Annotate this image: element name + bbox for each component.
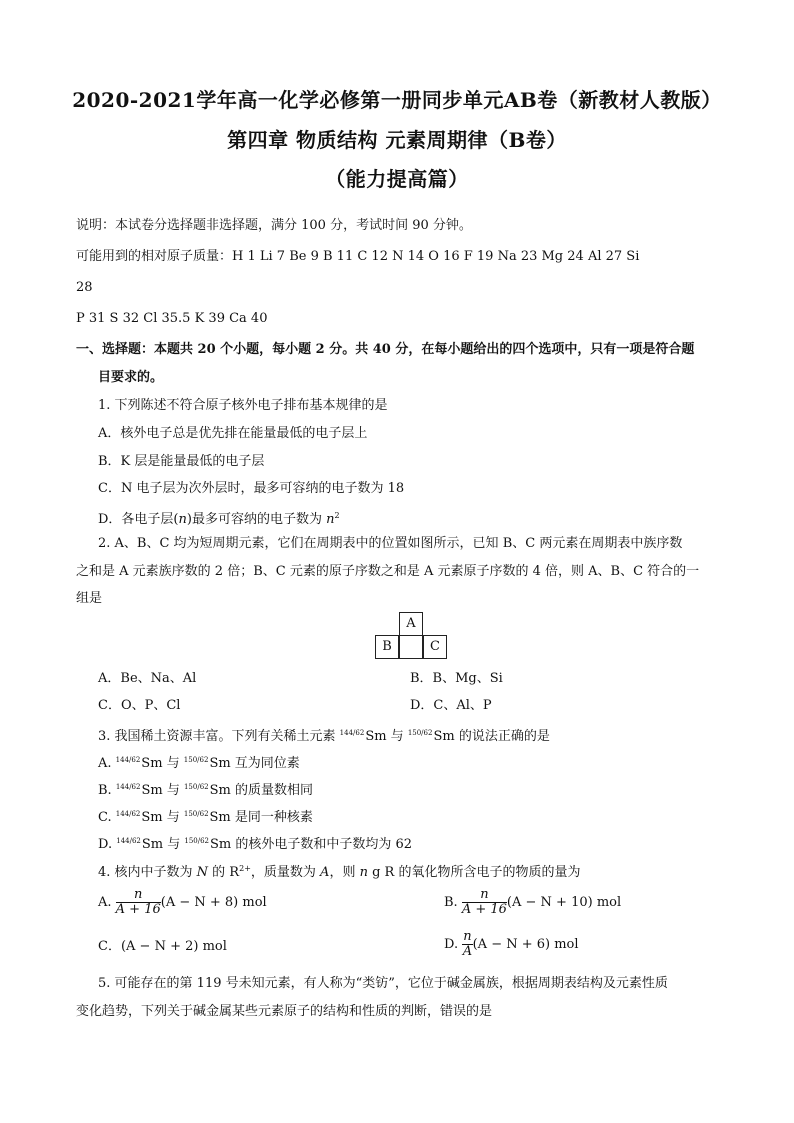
q4-option-b: B. $\frac{n}{A + 16}$ (A − N + 10) mol [444,887,622,917]
q3-stem: 3. 我国稀土资源丰富。下列有关稀土元素 $^{144/62}$Sm 与 $^{150/62}$Sm 的说法正确的是 [98,729,550,744]
atomic-masses-line-3: P 31 S 32 Cl 35.5 K 39 Ca 40 [76,311,268,326]
q4-stem: 4. 核内中子数为 N 的 $R^{2+}$，质量数为 A，则 n g R 的氧化物所含电子的物质的量为 [98,864,581,880]
cell-empty [399,635,423,659]
subtitle: （能力提高篇） [325,167,469,191]
q4-option-c: C．(A − N + 2) mol [98,939,227,954]
q4-option-d: D. $\frac{n}{A}$ (A − N + 6) mol [444,929,579,959]
cell-c: C [423,635,447,659]
q2-option-a: A．Be、Na、Al [98,671,197,686]
section-heading-cont: 目要求的。 [98,370,164,385]
q5-stem-2: 变化趋势，下列关于碱金属某些元素原子的结构和性质的判断，错误的是 [76,1004,493,1019]
q5-stem-1: 5. 可能存在的第 119 号未知元素，有人称为“类钫”，它位于碱金属族，根据周期表结构及元素性质 [98,976,668,991]
q3-option-c: C. $^{144/62}$Sm 与 $^{150/62}$Sm 是同一种核素 [98,810,313,825]
q1-option-a: A．核外电子总是优先排在能量最低的电子层上 [98,426,368,441]
q2-option-c: C．O、P、Cl [98,698,181,713]
q1-option-c: C．N 电子层为次外层时，最多可容纳的电子数为 18 [98,481,405,496]
q4-option-a: A. $\frac{n}{A + 16}$ (A − N + 8) mol [98,887,267,917]
q1-option-d: D．各电子层(n)最多可容纳的电子数为 $n^2$ [98,511,340,527]
q1-stem: 1. 下列陈述不符合原子核外电子排布基本规律的是 [98,398,388,413]
periodic-table-fragment [375,612,447,660]
exam-title: 2020-2021学年高一化学必修第一册同步单元AB卷（新教材人教版） [72,88,722,112]
q2-option-b: B．B、Mg、Si [410,671,503,686]
exam-note: 说明：本试卷分选择题非选择题，满分 100 分，考试时间 90 分钟。 [76,218,472,233]
cell-b: B [375,635,399,659]
q2-option-d: D．C、Al、P [410,698,492,713]
chapter-title: 第四章 物质结构 元素周期律（B卷） [227,128,567,152]
atomic-masses-line-1: 可能用到的相对原子质量：H 1 Li 7 Be 9 B 11 C 12 N 14 O 16 F 19 Na 23 Mg 24 Al 27 Si [76,249,640,264]
q1-option-b: B．K 层是能量最低的电子层 [98,454,265,469]
q3-option-a: A. $^{144/62}$Sm 与 $^{150/62}$Sm 互为同位素 [98,756,300,771]
section-heading: 一、选择题：本题共 20 个小题，每小题 2 分。共 40 分，在每小题给出的四个选项中，只有一项是符合题 [76,342,695,357]
cell-a: A [399,612,423,636]
atomic-masses-line-2: 28 [76,280,93,295]
q2-stem-3: 组是 [76,591,103,606]
q3-option-b: B. $^{144/62}$Sm 与 $^{150/62}$Sm 的质量数相同 [98,783,313,798]
q2-stem-1: 2. A、B、C 均为短周期元素，它们在周期表中的位置如图所示，已知 B、C 两元素在周期表中族序数 [98,536,683,551]
q2-stem-2: 之和是 A 元素族序数的 2 倍；B、C 元素的原子序数之和是 A 元素原子序数的 4 倍，则 A、B、C 符合的一 [76,564,700,579]
q3-option-d: D. $^{144/62}$Sm 与 $^{150/62}$Sm 的核外电子数和中子数均为 62 [98,837,413,852]
